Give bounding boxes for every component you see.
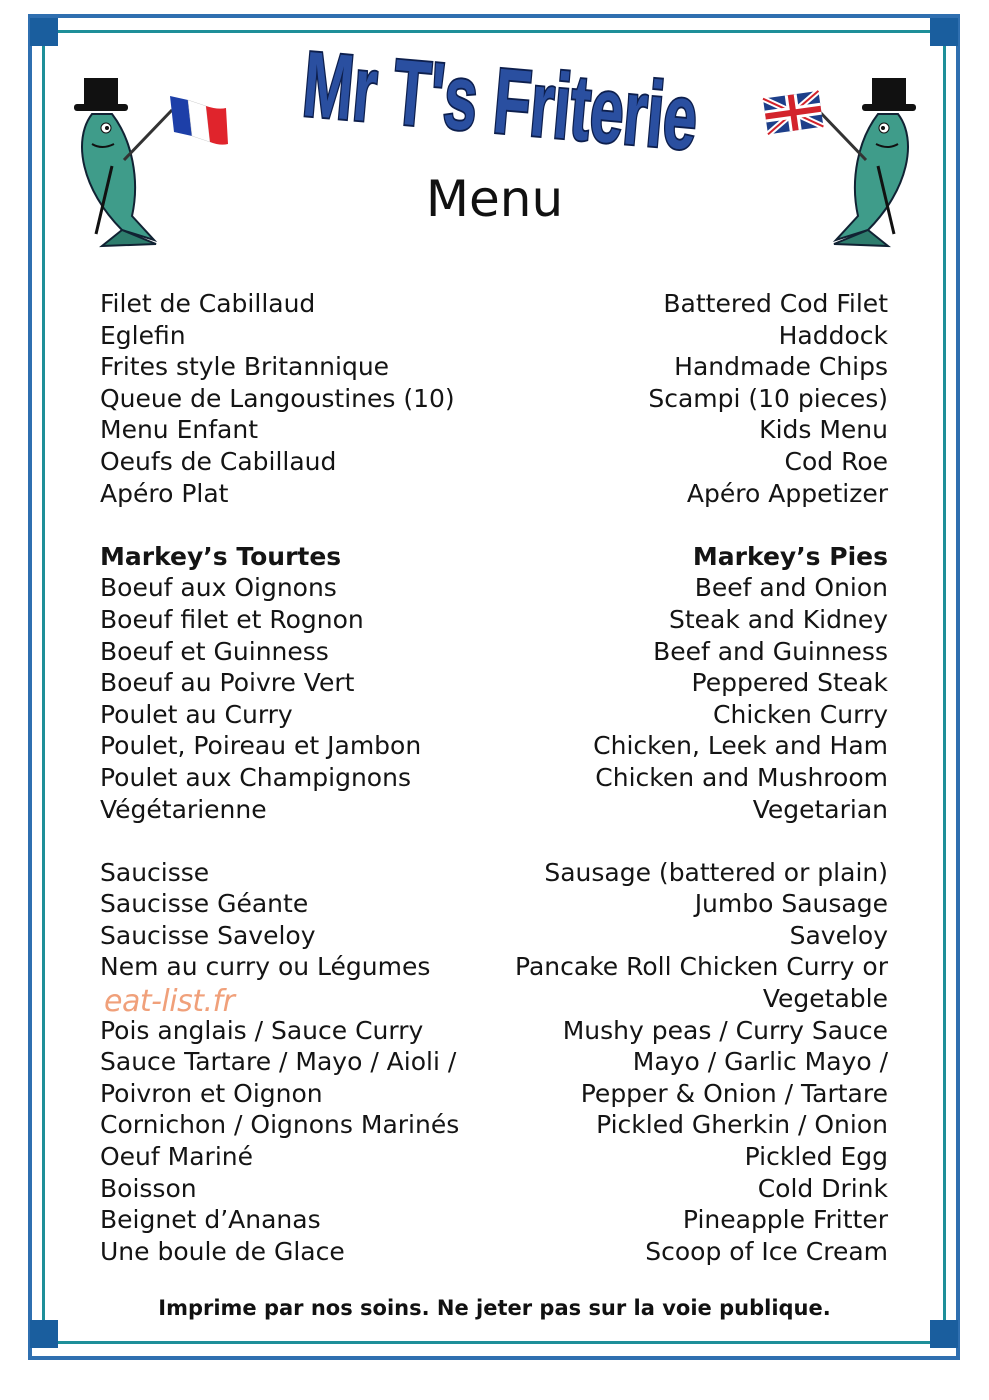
footer-notice: Imprime par nos soins. Ne jeter pas sur la voie publique. bbox=[158, 1296, 831, 1320]
menu-item-en: Pickled Egg bbox=[744, 1142, 888, 1172]
menu-item-fr: Boeuf et Guinness bbox=[100, 636, 329, 666]
menu-item-fr: Boeuf aux Oignons bbox=[100, 573, 337, 603]
page-title: Menu bbox=[425, 170, 564, 228]
menu-item-en: Jumbo Sausage bbox=[694, 889, 888, 919]
menu-item-fr: Poulet aux Champignons bbox=[100, 762, 411, 792]
menu-item-en: Sausage (battered or plain) bbox=[544, 857, 888, 887]
french-menu-column bbox=[100, 288, 540, 1267]
menu-item-en: Pineapple Fritter bbox=[682, 1205, 888, 1235]
menu-item-fr: Poivron et Oignon bbox=[100, 1078, 323, 1108]
menu-item-en: Chicken Curry bbox=[713, 699, 888, 729]
menu-item-fr: Saucisse bbox=[100, 857, 210, 887]
menu-item-fr: Oeufs de Cabillaud bbox=[100, 446, 337, 476]
menu-item-en: Scoop of Ice Cream bbox=[645, 1236, 888, 1266]
menu-item-en: Cod Roe bbox=[784, 446, 888, 476]
menu-item-fr: Boisson bbox=[100, 1173, 197, 1203]
menu-item-fr: Cornichon / Oignons Marinés bbox=[100, 1110, 460, 1140]
menu-item-en: Beef and Guinness bbox=[653, 636, 888, 666]
menu-item-en: Saveloy bbox=[789, 920, 888, 950]
menu-item-en: Haddock bbox=[778, 320, 888, 350]
menu-item-fr: Queue de Langoustines (10) bbox=[100, 383, 455, 413]
menu-item-en: Peppered Steak bbox=[691, 668, 888, 698]
menu-item-en: Beef and Onion bbox=[694, 573, 888, 603]
menu-item-en: Handmade Chips bbox=[674, 352, 888, 382]
fish-mascot-british-flag-icon bbox=[758, 70, 928, 250]
menu-item-fr: Menu Enfant bbox=[100, 415, 258, 445]
svg-text:Mr T's Friterie: Mr T's Friterie bbox=[299, 31, 793, 178]
menu-item-fr: Poulet au Curry bbox=[100, 699, 293, 729]
menu-item-en: Pancake Roll Chicken Curry or bbox=[515, 952, 888, 982]
corner-ornament bbox=[930, 1320, 958, 1348]
menu-item-fr: Saucisse Géante bbox=[100, 889, 309, 919]
menu-item-fr: Poulet, Poireau et Jambon bbox=[100, 731, 422, 761]
menu-item-en: Pepper & Onion / Tartare bbox=[580, 1078, 888, 1108]
menu-item-fr: Boeuf filet et Rognon bbox=[100, 604, 364, 634]
menu-item-en: Chicken and Mushroom bbox=[595, 762, 888, 792]
menu-item-fr: Beignet d’Ananas bbox=[100, 1205, 321, 1235]
menu-item-en: Pickled Gherkin / Onion bbox=[596, 1110, 888, 1140]
menu-item-fr: Une boule de Glace bbox=[100, 1236, 345, 1266]
menu-item-fr: Saucisse Saveloy bbox=[100, 920, 316, 950]
menu-item-en: Battered Cod Filet bbox=[663, 289, 888, 318]
menu-item-en: Kids Menu bbox=[759, 415, 888, 445]
menu-item-en: Scampi (10 pieces) bbox=[648, 383, 888, 413]
corner-ornament bbox=[30, 1320, 58, 1348]
section-heading-en: Markey’s Pies bbox=[692, 541, 888, 571]
menu-item-fr: Boeuf au Poivre Vert bbox=[100, 668, 355, 698]
menu-item-fr: Oeuf Mariné bbox=[100, 1142, 253, 1172]
menu-item-en: Steak and Kidney bbox=[668, 604, 888, 634]
menu-item-fr: Apéro Plat bbox=[100, 478, 229, 508]
menu-item-fr: Nem au curry ou Légumes bbox=[100, 952, 431, 982]
menu-item-en: Vegetarian bbox=[752, 794, 888, 824]
menu-item-en: Mayo / Garlic Mayo / bbox=[632, 1047, 888, 1077]
menu-item-fr: Filet de Cabillaud bbox=[100, 289, 316, 318]
menu-item-fr: Frites style Britannique bbox=[100, 352, 390, 382]
menu-item-fr: Sauce Tartare / Mayo / Aioli / bbox=[100, 1047, 457, 1077]
menu-item-en: Mushy peas / Curry Sauce bbox=[562, 1015, 888, 1045]
menu-item-en: Vegetable bbox=[762, 984, 888, 1014]
menu-item-fr: Pois anglais / Sauce Curry bbox=[100, 1015, 424, 1045]
menu-item-fr: Végétarienne bbox=[100, 794, 267, 824]
menu-item-en: Cold Drink bbox=[757, 1173, 888, 1203]
menu-item-en: Apéro Appetizer bbox=[686, 478, 888, 508]
corner-ornament bbox=[930, 18, 958, 46]
watermark-text: eat-list.fr bbox=[104, 984, 235, 1019]
fish-mascot-french-flag-icon bbox=[62, 70, 232, 250]
corner-ornament bbox=[30, 18, 58, 46]
english-menu-column bbox=[480, 288, 888, 1267]
section-heading-fr: Markey’s Tourtes bbox=[100, 541, 342, 571]
menu-item-fr: Eglefin bbox=[100, 320, 186, 350]
restaurant-logo-title bbox=[295, 31, 793, 178]
menu-item-en: Chicken, Leek and Ham bbox=[593, 731, 888, 761]
